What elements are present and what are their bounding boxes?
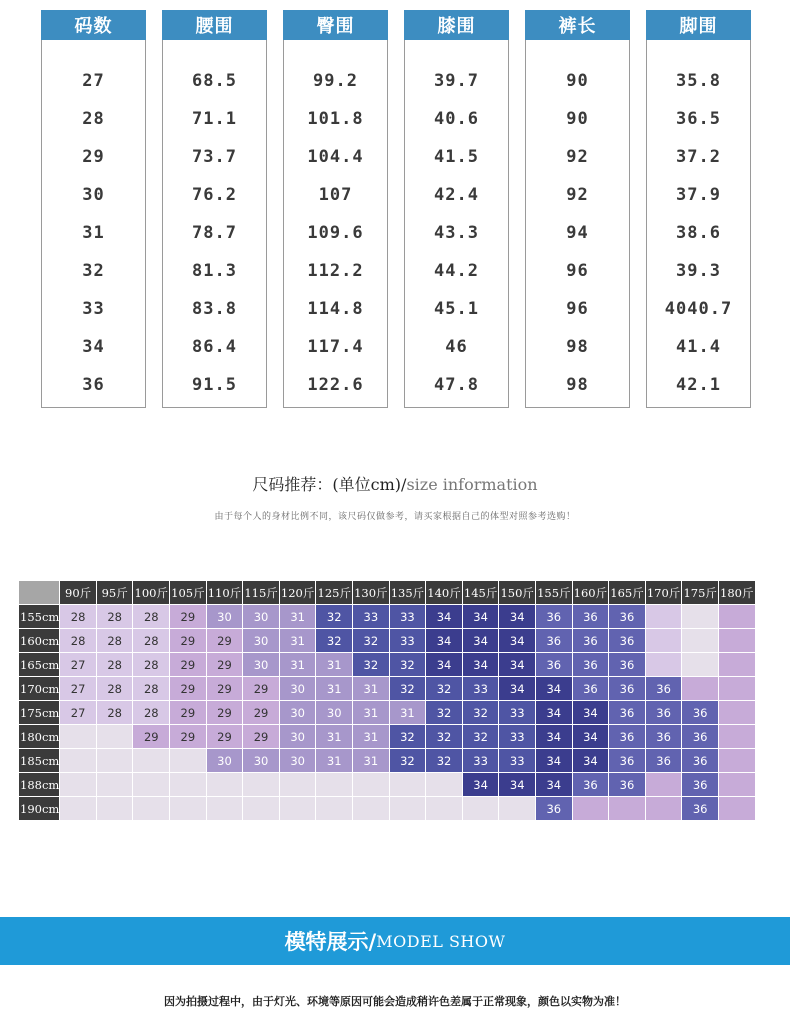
- size-cell: 33: [499, 725, 536, 749]
- size-cell: 29: [243, 725, 280, 749]
- size-cell: 34: [499, 605, 536, 629]
- size-cell: 29: [206, 677, 243, 701]
- size-cell: [206, 773, 243, 797]
- size-cell: 28: [96, 605, 133, 629]
- size-cell: 34: [536, 677, 573, 701]
- size-cell: [499, 797, 536, 821]
- size-cell: [96, 725, 133, 749]
- measure-value: 96: [566, 261, 589, 281]
- size-cell: 30: [279, 749, 316, 773]
- size-cell: 34: [426, 653, 463, 677]
- size-cell: 31: [279, 653, 316, 677]
- size-cell: 28: [133, 605, 170, 629]
- size-cell: 29: [170, 677, 207, 701]
- size-cell: 31: [389, 701, 426, 725]
- size-cell: [718, 677, 755, 701]
- measure-value: 36.5: [676, 109, 721, 129]
- size-cell: 31: [353, 701, 390, 725]
- measure-value: 36: [82, 375, 105, 395]
- size-cell: 30: [243, 629, 280, 653]
- measure-value: 37.9: [676, 185, 721, 205]
- size-cell: 31: [353, 725, 390, 749]
- measure-value: 101.8: [307, 109, 364, 129]
- size-cell: 36: [682, 749, 719, 773]
- measure-column-header: 腰围: [162, 10, 267, 40]
- size-cell: 33: [462, 749, 499, 773]
- size-cell: 31: [316, 653, 353, 677]
- size-cell: [645, 629, 682, 653]
- size-cell: [353, 797, 390, 821]
- size-cell: 32: [426, 725, 463, 749]
- grid-row: [19, 677, 756, 701]
- size-cell: 36: [645, 725, 682, 749]
- measure-value: 96: [566, 299, 589, 319]
- measure-value: 39.7: [434, 71, 479, 91]
- grid-row: [19, 797, 756, 821]
- measure-value: 40.6: [434, 109, 479, 129]
- weight-header: 115斤: [243, 581, 280, 605]
- height-header: 155cm: [19, 605, 60, 629]
- height-header: 185cm: [19, 749, 60, 773]
- size-cell: 34: [462, 653, 499, 677]
- measure-value: 47.8: [434, 375, 479, 395]
- size-cell: 36: [572, 629, 609, 653]
- measure-column-header: 臀围: [283, 10, 388, 40]
- size-cell: 36: [645, 701, 682, 725]
- size-cell: [718, 605, 755, 629]
- weight-header: 175斤: [682, 581, 719, 605]
- size-cell: [718, 653, 755, 677]
- measure-column: [41, 10, 146, 408]
- size-cell: 34: [572, 749, 609, 773]
- measure-value: 42.4: [434, 185, 479, 205]
- measure-value: 41.4: [676, 337, 721, 357]
- size-cell: 36: [536, 605, 573, 629]
- size-cell: [718, 725, 755, 749]
- measure-value: 92: [566, 185, 589, 205]
- size-cell: 32: [316, 629, 353, 653]
- size-cell: 36: [682, 701, 719, 725]
- size-cell: 36: [572, 653, 609, 677]
- size-cell: [170, 773, 207, 797]
- size-cell: [645, 773, 682, 797]
- grid-row: [19, 605, 756, 629]
- size-cell: 27: [60, 677, 97, 701]
- size-cell: 34: [536, 701, 573, 725]
- size-cell: 28: [96, 653, 133, 677]
- size-cell: 30: [279, 701, 316, 725]
- size-cell: 36: [645, 749, 682, 773]
- size-cell: 28: [96, 629, 133, 653]
- size-cell: 36: [609, 677, 646, 701]
- size-cell: 33: [389, 629, 426, 653]
- measure-value: 122.6: [307, 375, 364, 395]
- size-cell: 34: [499, 653, 536, 677]
- weight-header: 100斤: [133, 581, 170, 605]
- size-cell: 34: [426, 605, 463, 629]
- measure-value: 27: [82, 71, 105, 91]
- size-cell: 31: [353, 677, 390, 701]
- size-info-title: [0, 472, 790, 495]
- size-cell: 34: [499, 629, 536, 653]
- size-cell: 32: [462, 701, 499, 725]
- size-cell: [682, 677, 719, 701]
- size-cell: 36: [645, 677, 682, 701]
- size-cell: 32: [462, 725, 499, 749]
- size-cell: [133, 773, 170, 797]
- size-cell: [243, 797, 280, 821]
- size-cell: 34: [499, 773, 536, 797]
- height-header: 165cm: [19, 653, 60, 677]
- size-cell: 36: [609, 725, 646, 749]
- size-cell: 30: [316, 701, 353, 725]
- measure-value: 73.7: [192, 147, 237, 167]
- size-cell: 29: [243, 701, 280, 725]
- size-cell: 32: [316, 605, 353, 629]
- size-cell: [718, 749, 755, 773]
- size-cell: 31: [279, 629, 316, 653]
- measure-value: 92: [566, 147, 589, 167]
- size-cell: [609, 797, 646, 821]
- grid-row: [19, 701, 756, 725]
- size-cell: [316, 773, 353, 797]
- size-cell: 29: [170, 629, 207, 653]
- size-cell: [353, 773, 390, 797]
- weight-header: 155斤: [536, 581, 573, 605]
- size-cell: 29: [170, 605, 207, 629]
- weight-header: 110斤: [206, 581, 243, 605]
- size-cell: 28: [133, 629, 170, 653]
- size-cell: [170, 797, 207, 821]
- size-cell: 29: [170, 725, 207, 749]
- size-cell: 36: [536, 797, 573, 821]
- measure-value: 83.8: [192, 299, 237, 319]
- size-cell: [389, 797, 426, 821]
- size-cell: 34: [499, 677, 536, 701]
- size-cell: 32: [389, 653, 426, 677]
- measure-column-header: 膝围: [404, 10, 509, 40]
- size-cell: 29: [133, 725, 170, 749]
- size-cell: 29: [206, 629, 243, 653]
- size-cell: [389, 773, 426, 797]
- size-cell: [682, 605, 719, 629]
- size-cell: 29: [170, 701, 207, 725]
- measure-value: 76.2: [192, 185, 237, 205]
- measure-value: 44.2: [434, 261, 479, 281]
- size-cell: 36: [609, 773, 646, 797]
- size-cell: 29: [206, 725, 243, 749]
- measure-value: 107: [318, 185, 353, 205]
- measure-value: 41.5: [434, 147, 479, 167]
- measure-value: 38.6: [676, 223, 721, 243]
- model-show-banner: [0, 917, 790, 965]
- size-cell: [206, 797, 243, 821]
- measure-value: 45.1: [434, 299, 479, 319]
- measure-value: 39.3: [676, 261, 721, 281]
- measure-value: 99.2: [313, 71, 358, 91]
- size-cell: 28: [133, 653, 170, 677]
- grid-row: [19, 725, 756, 749]
- weight-header: 140斤: [426, 581, 463, 605]
- size-cell: 29: [206, 653, 243, 677]
- size-cell: [645, 797, 682, 821]
- size-cell: [718, 773, 755, 797]
- size-cell: 36: [572, 605, 609, 629]
- size-cell: 33: [353, 605, 390, 629]
- measure-value: 109.6: [307, 223, 364, 243]
- measure-value: 90: [566, 71, 589, 91]
- measure-column-header: 脚围: [646, 10, 751, 40]
- size-cell: 32: [426, 749, 463, 773]
- size-cell: [645, 605, 682, 629]
- size-cell: [96, 749, 133, 773]
- size-cell: 27: [60, 701, 97, 725]
- size-cell: 34: [462, 773, 499, 797]
- weight-header: 180斤: [718, 581, 755, 605]
- grid-row: [19, 629, 756, 653]
- size-cell: 34: [572, 701, 609, 725]
- measure-value: 98: [566, 337, 589, 357]
- measure-column: [525, 10, 630, 408]
- size-cell: 32: [426, 701, 463, 725]
- weight-header: 160斤: [572, 581, 609, 605]
- weight-header: 165斤: [609, 581, 646, 605]
- weight-header: 170斤: [645, 581, 682, 605]
- size-cell: 29: [170, 653, 207, 677]
- color-disclaimer: 因为拍摄过程中，由于灯光、环境等原因可能会造成稍许色差属于正常现象，颜色以实物为准！: [164, 995, 626, 1008]
- measure-column: [162, 10, 267, 408]
- weight-header: 130斤: [353, 581, 390, 605]
- measure-value: 31: [82, 223, 105, 243]
- weight-header: 105斤: [170, 581, 207, 605]
- size-cell: 28: [133, 701, 170, 725]
- size-cell: 28: [96, 701, 133, 725]
- weight-header: 145斤: [462, 581, 499, 605]
- size-cell: 33: [462, 677, 499, 701]
- measure-value: 68.5: [192, 71, 237, 91]
- measure-value: 98: [566, 375, 589, 395]
- size-cell: 36: [609, 653, 646, 677]
- measure-value: 43.3: [434, 223, 479, 243]
- size-cell: 32: [353, 653, 390, 677]
- size-cell: [60, 749, 97, 773]
- size-cell: 36: [572, 677, 609, 701]
- size-recommendation-grid: [18, 580, 756, 821]
- size-cell: 32: [426, 677, 463, 701]
- size-cell: [645, 653, 682, 677]
- size-cell: 27: [60, 653, 97, 677]
- size-info-note: 由于每个人的身材比例不同，该尺码仅做参考，请买家根据自己的体型对照参考选购！: [214, 512, 576, 522]
- size-cell: [426, 797, 463, 821]
- size-cell: 36: [572, 773, 609, 797]
- measure-column: [646, 10, 751, 408]
- size-cell: 34: [462, 629, 499, 653]
- measure-value: 91.5: [192, 375, 237, 395]
- size-cell: 29: [206, 701, 243, 725]
- measure-value: 30: [82, 185, 105, 205]
- measure-value: 29: [82, 147, 105, 167]
- size-cell: 31: [316, 749, 353, 773]
- measure-value: 117.4: [307, 337, 364, 357]
- weight-header: 150斤: [499, 581, 536, 605]
- size-cell: 33: [499, 749, 536, 773]
- size-cell: [682, 653, 719, 677]
- size-cell: 36: [682, 797, 719, 821]
- height-header: 170cm: [19, 677, 60, 701]
- grid-row: [19, 653, 756, 677]
- measure-value: 114.8: [307, 299, 364, 319]
- size-cell: 32: [389, 677, 426, 701]
- measure-column: [283, 10, 388, 408]
- height-header: 160cm: [19, 629, 60, 653]
- measure-column-header: 码数: [41, 10, 146, 40]
- measure-value: 112.2: [307, 261, 364, 281]
- size-cell: 30: [243, 605, 280, 629]
- weight-header: 135斤: [389, 581, 426, 605]
- size-cell: [60, 797, 97, 821]
- weight-header: 125斤: [316, 581, 353, 605]
- measure-value: 81.3: [192, 261, 237, 281]
- size-cell: 36: [536, 629, 573, 653]
- measure-value: 90: [566, 109, 589, 129]
- height-header: 190cm: [19, 797, 60, 821]
- measure-value: 32: [82, 261, 105, 281]
- size-cell: 36: [536, 653, 573, 677]
- grid-corner: [19, 581, 60, 605]
- size-cell: 34: [536, 725, 573, 749]
- size-cell: 28: [133, 677, 170, 701]
- size-cell: 36: [682, 725, 719, 749]
- size-cell: [133, 749, 170, 773]
- grid-row: [19, 773, 756, 797]
- measure-column: [404, 10, 509, 408]
- weight-header: 120斤: [279, 581, 316, 605]
- size-cell: 36: [609, 605, 646, 629]
- size-cell: 36: [609, 701, 646, 725]
- size-cell: [718, 797, 755, 821]
- size-cell: [426, 773, 463, 797]
- size-cell: 32: [353, 629, 390, 653]
- measure-value: 35.8: [676, 71, 721, 91]
- size-cell: 34: [536, 773, 573, 797]
- size-cell: [96, 773, 133, 797]
- size-cell: 31: [316, 725, 353, 749]
- size-cell: [60, 773, 97, 797]
- grid-row: [19, 749, 756, 773]
- measure-value: 42.1: [676, 375, 721, 395]
- size-cell: 30: [243, 749, 280, 773]
- size-cell: [316, 797, 353, 821]
- size-cell: [572, 797, 609, 821]
- size-cell: 36: [682, 773, 719, 797]
- size-cell: [279, 797, 316, 821]
- size-cell: [718, 701, 755, 725]
- measure-value: 4040.7: [664, 299, 733, 319]
- size-cell: 36: [609, 629, 646, 653]
- size-cell: [462, 797, 499, 821]
- size-cell: 28: [60, 629, 97, 653]
- size-cell: 34: [462, 605, 499, 629]
- measure-value: 33: [82, 299, 105, 319]
- size-cell: 28: [60, 605, 97, 629]
- measure-value: 86.4: [192, 337, 237, 357]
- size-cell: 32: [389, 749, 426, 773]
- measure-value: 71.1: [192, 109, 237, 129]
- height-header: 175cm: [19, 701, 60, 725]
- size-cell: 34: [572, 725, 609, 749]
- size-cell: 32: [389, 725, 426, 749]
- measure-value: 78.7: [192, 223, 237, 243]
- weight-header: 90斤: [60, 581, 97, 605]
- size-info-title-zh: 尺码推荐：(单位cm)/: [252, 475, 407, 494]
- measure-value: 94: [566, 223, 589, 243]
- size-cell: [133, 797, 170, 821]
- size-cell: 34: [536, 749, 573, 773]
- size-info-title-en: size information: [406, 475, 538, 494]
- size-cell: [682, 629, 719, 653]
- banner-title-zh: 模特展示/: [284, 930, 377, 954]
- size-cell: [243, 773, 280, 797]
- size-cell: 29: [243, 677, 280, 701]
- size-cell: 36: [609, 749, 646, 773]
- size-cell: 31: [279, 605, 316, 629]
- banner-title-en: MODEL SHOW: [376, 931, 506, 951]
- measure-value: 37.2: [676, 147, 721, 167]
- size-cell: 30: [206, 749, 243, 773]
- size-cell: 30: [279, 677, 316, 701]
- size-cell: 28: [96, 677, 133, 701]
- size-cell: 33: [389, 605, 426, 629]
- measure-column-header: 裤长: [525, 10, 630, 40]
- size-cell: [170, 749, 207, 773]
- size-cell: 30: [243, 653, 280, 677]
- measure-value: 34: [82, 337, 105, 357]
- size-cell: [96, 797, 133, 821]
- height-header: 188cm: [19, 773, 60, 797]
- size-cell: 31: [353, 749, 390, 773]
- size-cell: 30: [279, 725, 316, 749]
- height-header: 180cm: [19, 725, 60, 749]
- size-cell: [718, 629, 755, 653]
- weight-header: 95斤: [96, 581, 133, 605]
- measure-value: 46: [445, 337, 468, 357]
- size-cell: 30: [206, 605, 243, 629]
- size-cell: 34: [426, 629, 463, 653]
- size-cell: 31: [316, 677, 353, 701]
- size-cell: [279, 773, 316, 797]
- measure-value: 28: [82, 109, 105, 129]
- size-cell: 33: [499, 701, 536, 725]
- size-cell: [60, 725, 97, 749]
- measure-value: 104.4: [307, 147, 364, 167]
